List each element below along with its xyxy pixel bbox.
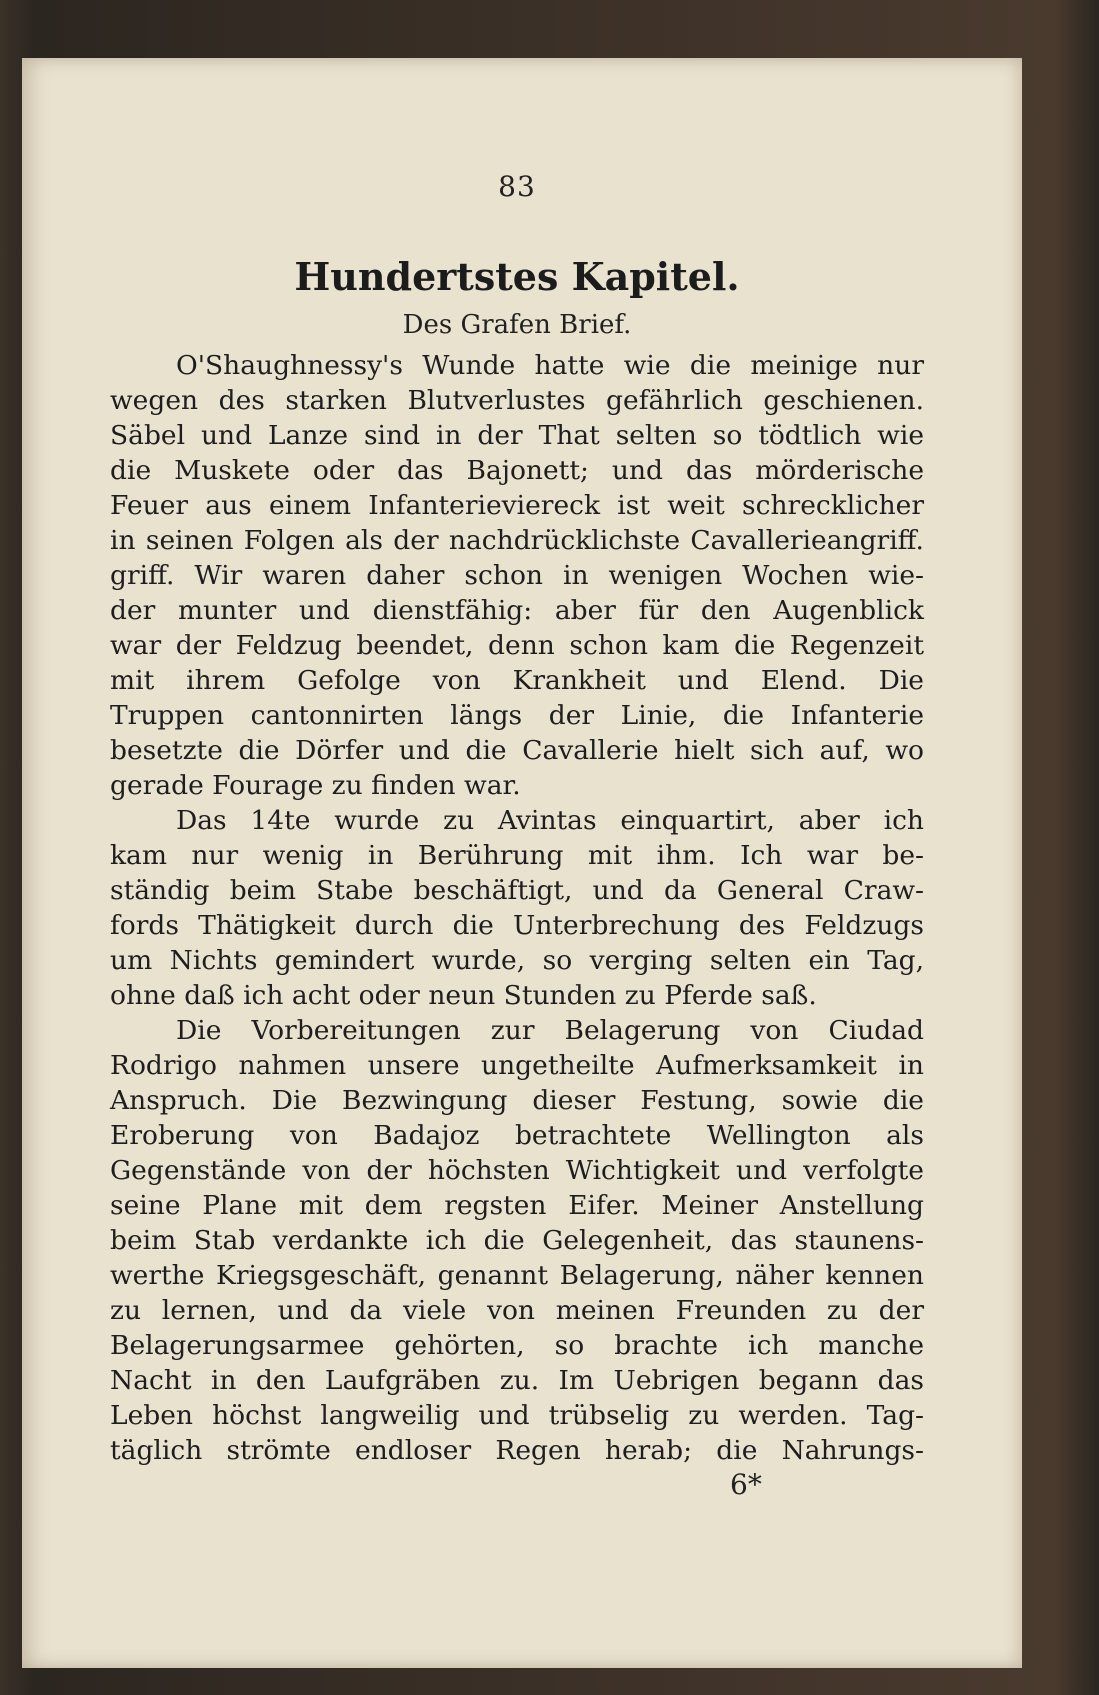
- text-line: werthe Kriegsgeschäft, genannt Belagerung, näher kennen: [110, 1260, 924, 1291]
- text-line: Feuer aus einem Infanterieviereck ist weit schrecklicher: [110, 490, 924, 521]
- text-line: beim Stab verdankte ich die Gelegenheit, das staunens-: [110, 1225, 924, 1256]
- text-line: Säbel und Lanze sind in der That selten so tödtlich wie: [110, 420, 924, 451]
- text-line: zu lernen, und da viele von meinen Freunden zu der: [110, 1295, 924, 1326]
- book-page: [22, 58, 1022, 1668]
- text-line: die Muskete oder das Bajonett; und das mörderische: [110, 455, 924, 486]
- text-line: der munter und dienstfähig: aber für den Augenblick: [110, 595, 924, 626]
- text-line: Belagerungsarmee gehörten, so brachte ich manche: [110, 1330, 924, 1361]
- text-line: um Nichts gemindert wurde, so verging selten ein Tag,: [110, 945, 924, 976]
- text-line: Anspruch. Die Bezwingung dieser Festung, sowie die: [110, 1085, 924, 1116]
- text-line: Die Vorbereitungen zur Belagerung von Ciudad: [176, 1015, 924, 1046]
- text-line: gerade Fourage zu finden war.: [110, 770, 521, 801]
- text-line: täglich strömte endloser Regen herab; die Nahrungs-: [110, 1435, 924, 1466]
- text-line: Eroberung von Badajoz betrachtete Wellington als: [110, 1120, 924, 1151]
- text-line: wegen des starken Blutverlustes gefährlich geschienen.: [110, 385, 924, 416]
- text-line: fords Thätigkeit durch die Unterbrechung des Feldzugs: [110, 910, 924, 941]
- text-line: Das 14te wurde zu Avintas einquartirt, aber ich: [176, 805, 924, 836]
- chapter-subtitle: Des Grafen Brief.: [402, 310, 632, 340]
- text-line: seine Plane mit dem regsten Eifer. Meiner Anstellung: [110, 1190, 924, 1221]
- page-number: 83: [498, 170, 536, 203]
- text-line: Nacht in den Laufgräben zu. Im Uebrigen begann das: [110, 1365, 924, 1396]
- text-line: Gegenstände von der höchsten Wichtigkeit und verfolgte: [110, 1155, 924, 1186]
- chapter-title: Hundertstes Kapitel.: [294, 254, 740, 299]
- body-text: [110, 348, 924, 1468]
- text-line: ohne daß ich acht oder neun Stunden zu Pferde saß.: [110, 980, 817, 1011]
- text-line: griff. Wir waren daher schon in wenigen Wochen wie-: [110, 560, 924, 591]
- text-line: Rodrigo nahmen unsere ungetheilte Aufmerksamkeit in: [110, 1050, 924, 1081]
- text-line: ständig beim Stabe beschäftigt, und da General Craw-: [110, 875, 924, 906]
- text-line: besetzte die Dörfer und die Cavallerie hielt sich auf, wo: [110, 735, 924, 766]
- text-line: in seinen Folgen als der nachdrücklichste Cavallerieangriff.: [110, 525, 924, 556]
- text-line: Truppen cantonnirten längs der Linie, die Infanterie: [110, 700, 924, 731]
- text-line: war der Feldzug beendet, denn schon kam die Regenzeit: [110, 630, 924, 661]
- text-line: kam nur wenig in Berührung mit ihm. Ich war be-: [110, 840, 924, 871]
- signature-mark: 6*: [730, 1468, 762, 1501]
- text-line: Leben höchst langweilig und trübselig zu werden. Tag-: [110, 1400, 924, 1431]
- text-line: O'Shaughnessy's Wunde hatte wie die meinige nur: [176, 350, 924, 381]
- text-line: mit ihrem Gefolge von Krankheit und Elend. Die: [110, 665, 924, 696]
